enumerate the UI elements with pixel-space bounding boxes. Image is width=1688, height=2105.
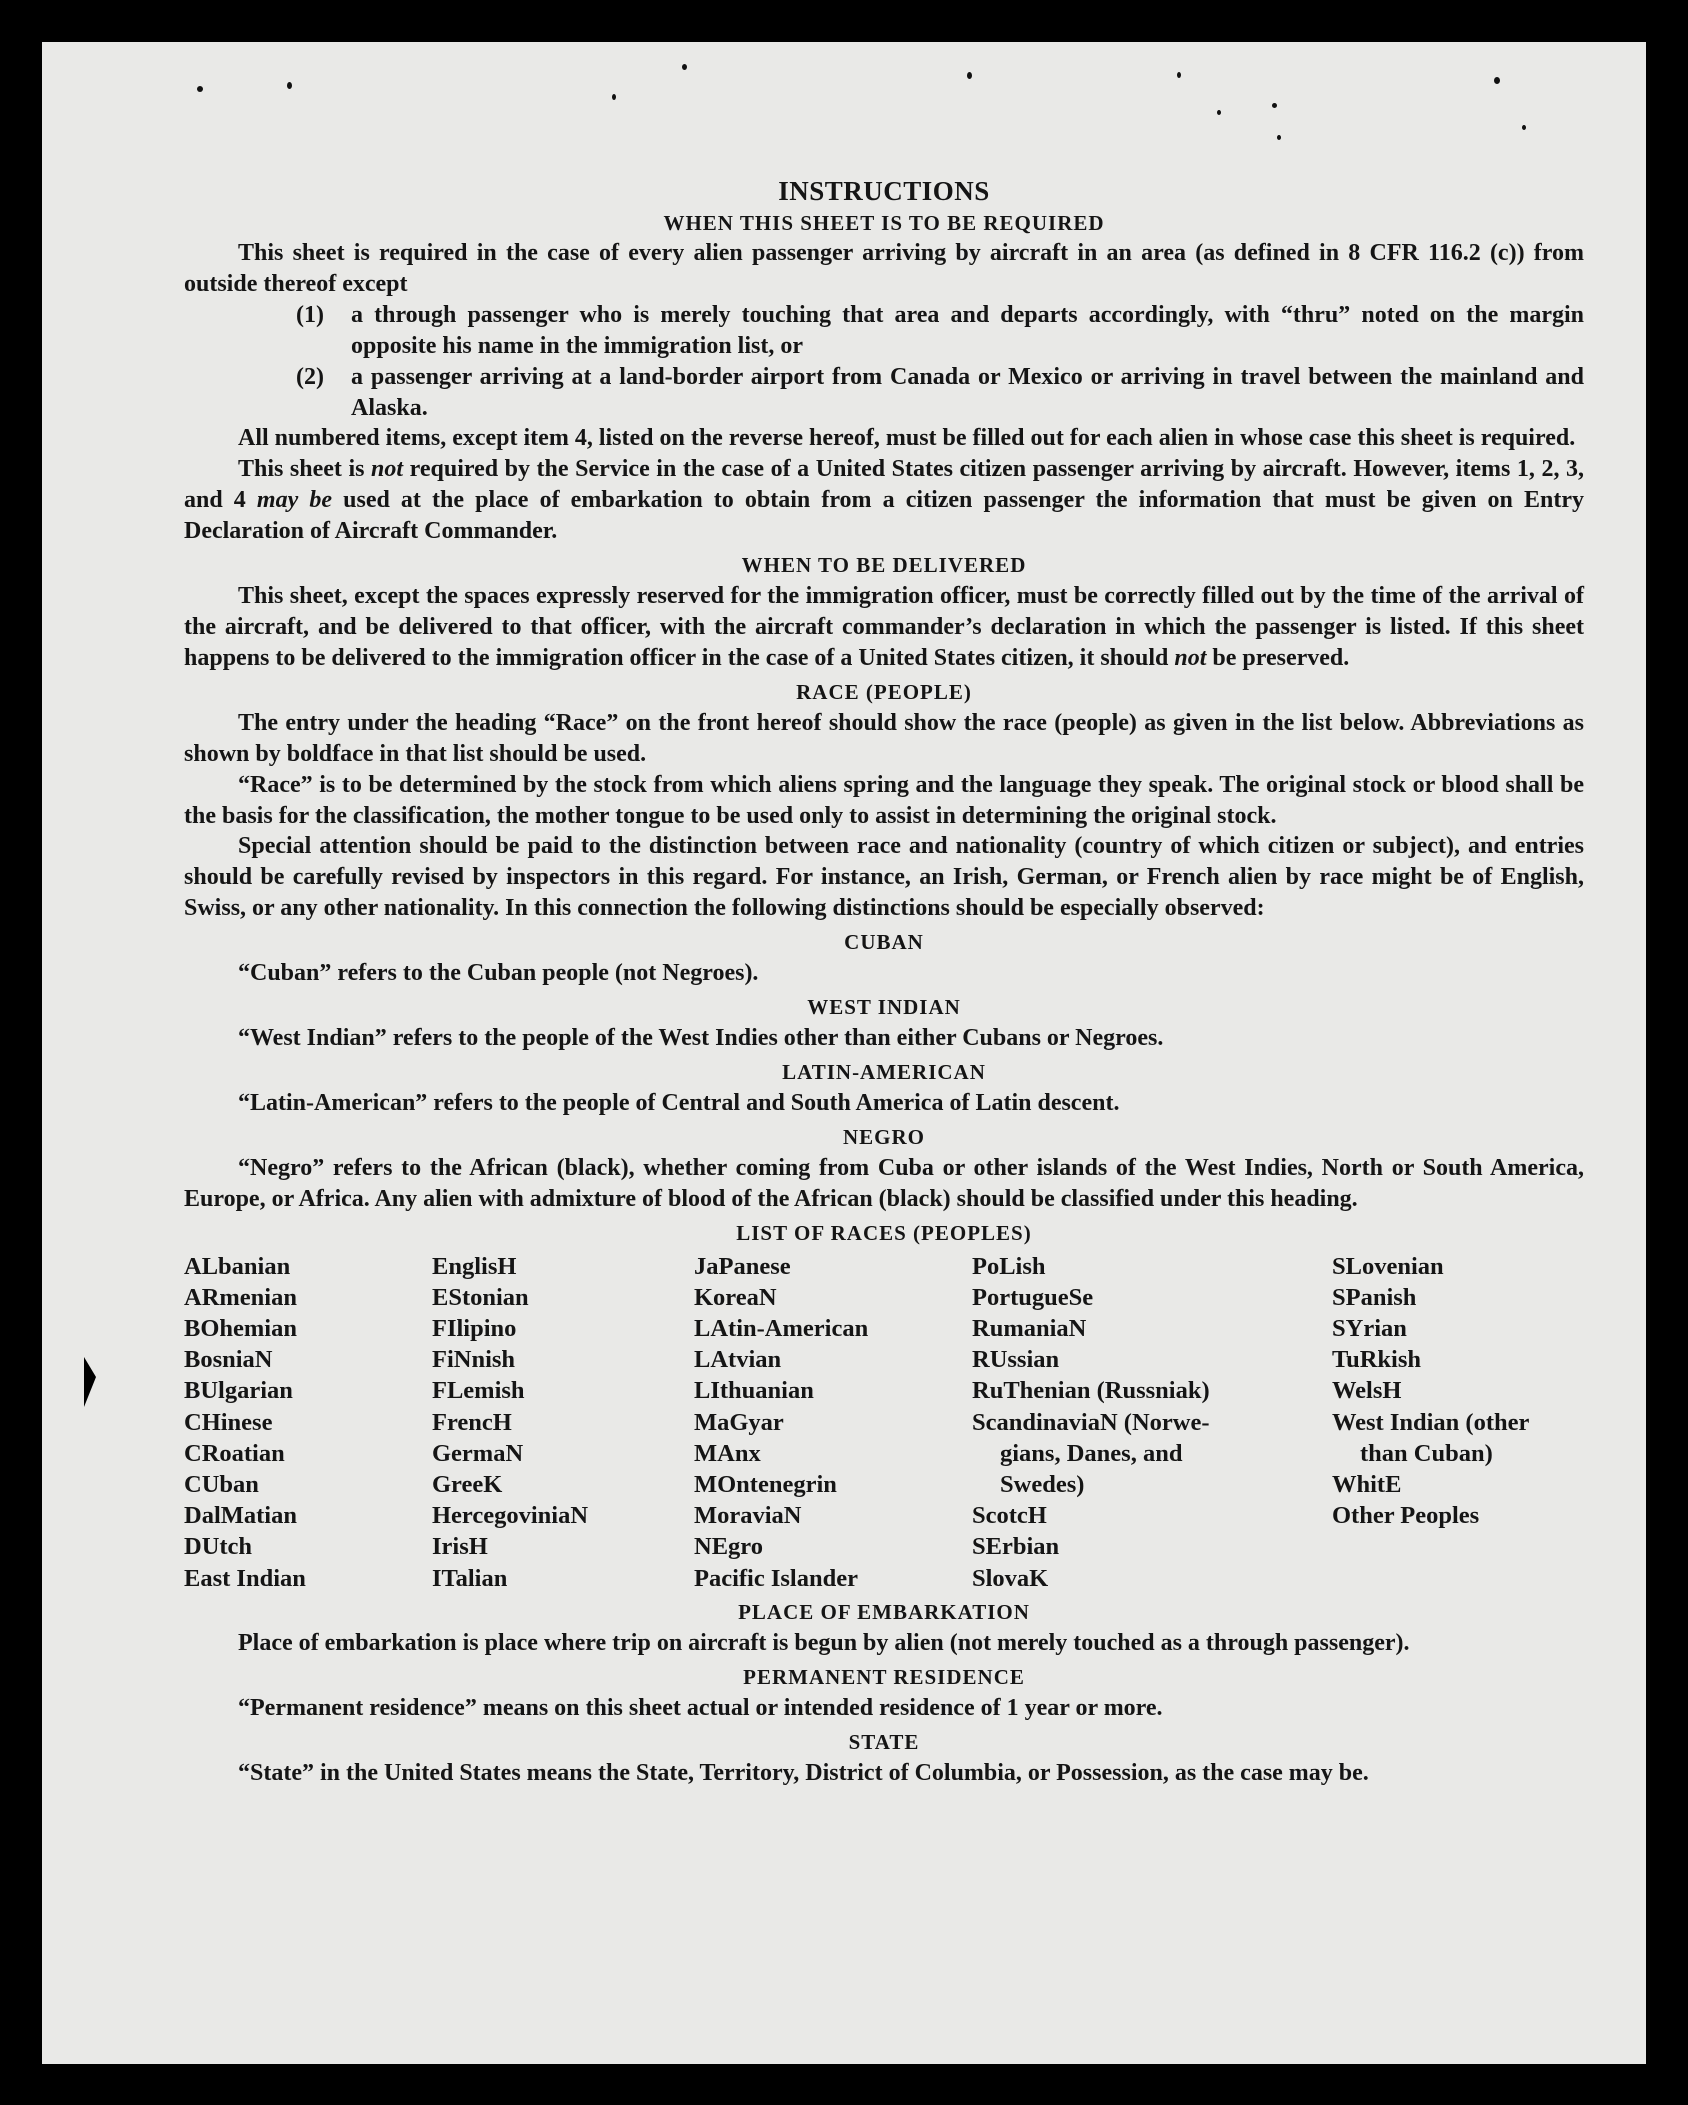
exception-item-1 <box>184 300 1584 362</box>
race-entry-continuation: Swedes) <box>1000 1471 1085 1499</box>
race-entry: Other Peoples <box>1332 1502 1480 1530</box>
race-entry: FLemish <box>432 1377 525 1405</box>
race-entry: SlovaK <box>972 1564 1049 1592</box>
exception-item-2 <box>184 362 1584 424</box>
race-entry: MaGyar <box>694 1408 784 1436</box>
race-entry: CRoatian <box>184 1439 285 1467</box>
document-page <box>42 42 1646 2064</box>
document-body <box>184 174 1584 1789</box>
paragraph-cuban: “Cuban” refers to the Cuban people (not Negroes). <box>238 960 759 987</box>
text-segment: required by the Service in the case of a United States citizen passenger arriving by aircraft. However, items 1, 2, 3, and 4 <box>184 456 1585 514</box>
race-entry: West Indian (other <box>1332 1408 1530 1436</box>
race-entry: MAnx <box>694 1439 761 1467</box>
emphasis-text: not <box>371 456 404 483</box>
heading-place-of-embarkation: PLACE OF EMBARKATION <box>738 1599 1030 1624</box>
race-list <box>184 1251 1584 1594</box>
race-entry: PortugueSe <box>972 1283 1094 1311</box>
race-entry: GreeK <box>432 1471 503 1499</box>
speck <box>1177 72 1181 78</box>
text-segment: This sheet is <box>238 456 372 483</box>
race-entry: PoLish <box>972 1252 1046 1280</box>
race-entry: Pacific Islander <box>694 1564 858 1592</box>
race-entry: NEgro <box>694 1533 763 1561</box>
race-entry: DUtch <box>184 1533 253 1561</box>
race-entry: LAtin-American <box>694 1315 869 1343</box>
heading-permanent-residence: PERMANENT RESIDENCE <box>743 1664 1025 1689</box>
speck <box>1277 135 1281 140</box>
race-column-5 <box>1332 1251 1584 1594</box>
paragraph-race-1: The entry under the heading “Race” on the front hereof should show the race (people) as given in the list below. Abbreviations as shown by boldface in that list should be used. <box>184 709 1584 767</box>
paragraph-negro: “Negro” refers to the African (black), whether coming from Cuba or other islands of the West Indies, North or South America, Europe, or Africa. Any alien with admixture of blood of the African (black) should be classified under this heading. <box>184 1154 1584 1212</box>
exception-number: (1) <box>296 301 324 328</box>
race-entry: JaPanese <box>694 1252 791 1280</box>
speck <box>967 72 972 79</box>
speck <box>1272 103 1277 108</box>
heading-when-required: WHEN THIS SHEET IS TO BE REQUIRED <box>663 211 1105 235</box>
race-entry: ITalian <box>432 1564 508 1592</box>
heading-latin-american: LATIN-AMERICAN <box>782 1059 986 1084</box>
race-entry: HercegoviniaN <box>432 1502 589 1530</box>
speck <box>612 94 616 100</box>
race-entry: CHinese <box>184 1408 273 1436</box>
heading-state: STATE <box>848 1729 920 1754</box>
heading-list-of-races: LIST OF RACES (PEOPLES) <box>736 1220 1032 1245</box>
race-entry: ScotcH <box>972 1502 1047 1530</box>
heading-negro: NEGRO <box>842 1124 925 1149</box>
race-entry: MoraviaN <box>694 1502 802 1530</box>
speck <box>682 64 687 70</box>
race-entry-continuation: than Cuban) <box>1360 1439 1493 1467</box>
text-segment: be preserved. <box>1206 644 1350 671</box>
race-entry: LIthuanian <box>694 1377 814 1405</box>
race-column-1 <box>184 1251 432 1594</box>
race-entry: DalMatian <box>184 1502 297 1530</box>
paragraph-west-indian: “West Indian” refers to the people of the West Indies other than either Cubans or Negroes. <box>238 1025 1164 1052</box>
exception-text: a through passenger who is merely touching that area and departs accordingly, with “thru” noted on the margin opposite his name in the immigration list, or <box>351 301 1584 359</box>
race-column-2 <box>432 1251 694 1594</box>
race-entry: ScandinaviaN (Norwe- <box>972 1408 1210 1436</box>
race-column-4 <box>972 1251 1332 1594</box>
race-entry: SPanish <box>1332 1283 1417 1311</box>
paragraph-embarkation: Place of embarkation is place where trip on aircraft is begun by alien (not merely touched as a through passenger). <box>238 1629 1410 1656</box>
race-entry: IrisH <box>432 1533 488 1561</box>
paragraph-residence: “Permanent residence” means on this sheet actual or intended residence of 1 year or more. <box>238 1694 1163 1721</box>
race-entry: WhitE <box>1332 1471 1402 1499</box>
speck <box>197 86 203 92</box>
race-entry: SLovenian <box>1332 1252 1444 1280</box>
document-title: INSTRUCTIONS <box>778 176 990 206</box>
race-entry: FIlipino <box>432 1315 517 1343</box>
heading-race: RACE (PEOPLE) <box>796 679 972 704</box>
heading-cuban: CUBAN <box>844 930 924 955</box>
emphasis-text: not <box>1174 644 1207 671</box>
race-entry: SErbian <box>972 1533 1060 1561</box>
race-entry: EnglisH <box>432 1252 517 1280</box>
paragraph-when-delivered <box>184 581 1584 674</box>
race-entry: RUssian <box>972 1346 1060 1374</box>
race-entry: WelsH <box>1332 1377 1402 1405</box>
exception-number: (2) <box>296 363 324 390</box>
race-entry: GermaN <box>432 1439 524 1467</box>
race-entry: MOntenegrin <box>694 1471 837 1499</box>
race-column-3 <box>694 1251 972 1594</box>
race-entry: BosniaN <box>184 1346 273 1374</box>
speck <box>1217 110 1221 115</box>
emphasis-text: may be <box>256 487 333 514</box>
paragraph-citizen-passenger <box>184 454 1584 547</box>
race-entry: KoreaN <box>694 1283 777 1311</box>
race-entry: LAtvian <box>694 1346 782 1374</box>
race-entry: TuRkish <box>1332 1346 1422 1374</box>
race-entry: EStonian <box>432 1283 529 1311</box>
race-entry: CUban <box>184 1471 259 1499</box>
paragraph-latin-american: “Latin-American” refers to the people of Central and South America of Latin descent. <box>238 1089 1120 1116</box>
paragraph-race-3: Special attention should be paid to the distinction between race and nationality (country of which citizen or subject), and entries should be carefully revised by inspectors in this regard. For instance, an Irish, German, or French alien by race might be of English, Swiss, or any other nationality. In this connection the following distinctions should be especially observed: <box>184 833 1584 922</box>
speck <box>1522 125 1526 130</box>
race-entry: ARmenian <box>184 1283 297 1311</box>
text-segment: This sheet, except the spaces expressly reserved for the immigration officer, must be correctly filled out by the time of the arrival of the aircraft, and be delivered to that officer, with the aircraft commander’s declaration in which the passenger is listed. If this sheet happens to be delivered to the immigration officer in the case of a United States citizen, it should <box>184 583 1584 671</box>
exception-text: a passenger arriving at a land-border airport from Canada or Mexico or arriving in travel between the mainland and Alaska. <box>351 363 1584 421</box>
paragraph-numbered-items: All numbered items, except item 4, listed on the reverse hereof, must be filled out for each alien in whose case this sheet is required. <box>238 425 1576 452</box>
paragraph-race-2: “Race” is to be determined by the stock from which aliens spring and the language they speak. The original stock or blood shall be the basis for the classification, the mother tongue to be used only to assist in determining the original stock. <box>184 771 1584 829</box>
paragraph-when-required-intro: This sheet is required in the case of every alien passenger arriving by aircraft in an area (as defined in 8 CFR 116.2 (c)) from outside thereof except <box>184 240 1584 297</box>
race-entry: BUlgarian <box>184 1377 293 1405</box>
paragraph-state: “State” in the United States means the State, Territory, District of Columbia, or Possession, as the case may be. <box>238 1759 1369 1786</box>
race-entry: FrencH <box>432 1408 512 1436</box>
heading-when-delivered: WHEN TO BE DELIVERED <box>741 553 1027 578</box>
race-entry: FiNnish <box>432 1346 516 1374</box>
race-entry: SYrian <box>1332 1315 1407 1343</box>
paper-tear <box>84 1357 96 1407</box>
race-entry: RumaniaN <box>972 1315 1087 1343</box>
race-entry: RuThenian (Russniak) <box>972 1377 1210 1405</box>
speck <box>1494 77 1500 84</box>
race-entry: East Indian <box>184 1564 306 1592</box>
race-entry-continuation: gians, Danes, and <box>1000 1439 1183 1467</box>
race-entry: ALbanian <box>184 1252 291 1280</box>
heading-west-indian: WEST INDIAN <box>807 995 961 1020</box>
text-segment: used at the place of embarkation to obtain from a citizen passenger the information that must be given on Entry Declaration of Aircraft Commander. <box>184 487 1584 545</box>
speck <box>287 82 292 89</box>
race-entry: BOhemian <box>184 1315 297 1343</box>
